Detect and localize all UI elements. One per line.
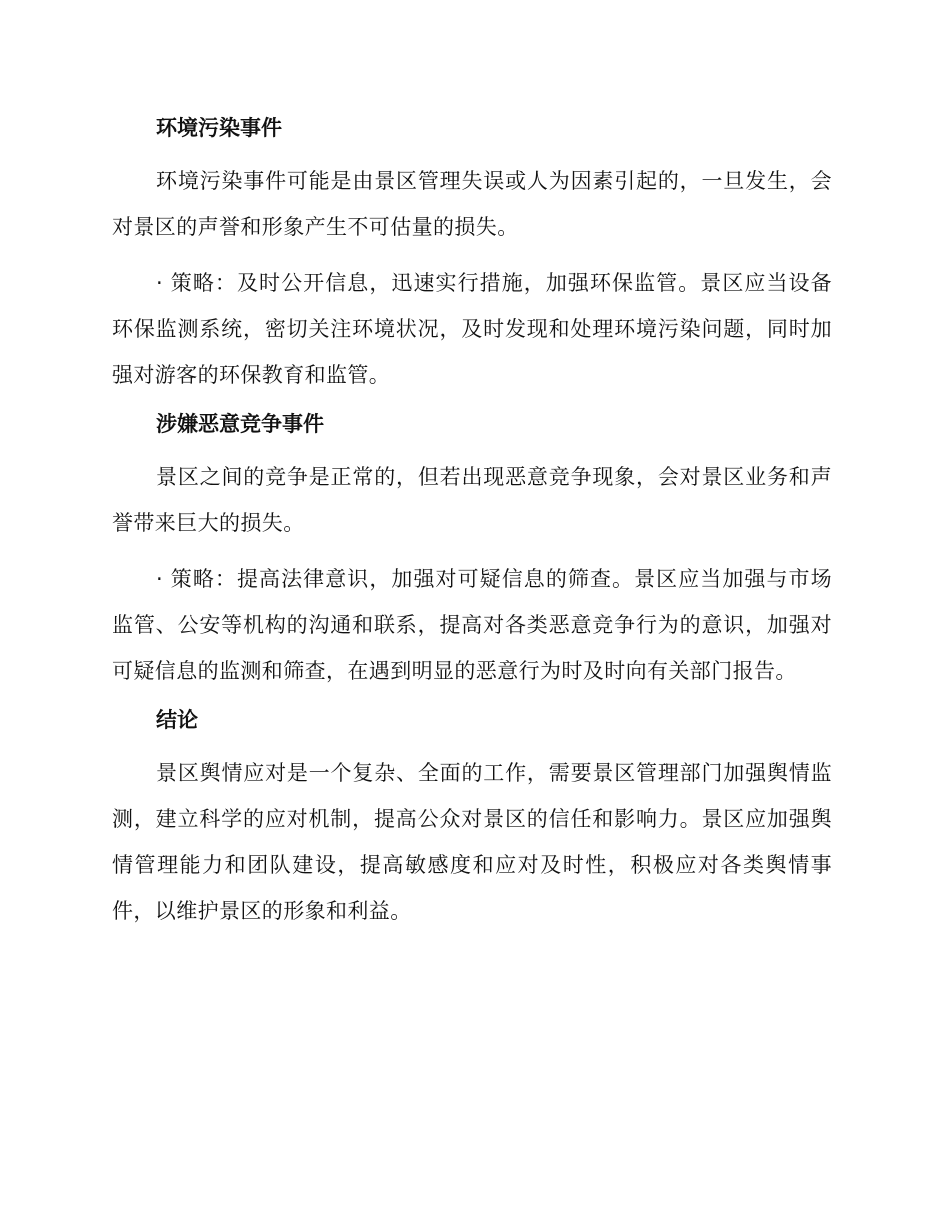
section-heading: 环境污染事件 <box>156 116 282 140</box>
strategy-paragraph: · 策略：提高法律意识，加强对可疑信息的筛查。景区应当加强与市场监管、公安等机构的沟通和联系，提高对各类恶意竞争行为的意识，加强对可疑信息的监测和筛查，在遇到明显的恶意行为时及时向有关部门报告。 <box>112 567 832 683</box>
section-malicious-competition <box>112 408 832 694</box>
paragraph: 景区舆情应对是一个复杂、全面的工作，需要景区管理部门加强舆情监测，建立科学的应对机制，提高公众对景区的信任和影响力。景区应加强舆情管理能力和团队建设，提高敏感度和应对及时性，积极应对各类舆情事件，以维护景区的形象和利益。 <box>112 761 832 923</box>
paragraph: 景区之间的竞争是正常的，但若出现恶意竞争现象，会对景区业务和声誉带来巨大的损失。 <box>112 465 832 535</box>
section-heading: 结论 <box>156 708 198 732</box>
section-conclusion <box>112 704 832 934</box>
paragraph: 环境污染事件可能是由景区管理失误或人为因素引起的，一旦发生，会对景区的声誉和形象产生不可估量的损失。 <box>112 169 832 239</box>
strategy-paragraph: · 策略：及时公开信息，迅速实行措施，加强环保监管。景区应当设备环保监测系统，密切关注环境状况，及时发现和处理环境污染问题，同时加强对游客的环保教育和监管。 <box>112 271 832 387</box>
document-page <box>112 112 832 944</box>
section-environmental-pollution <box>112 112 832 398</box>
section-heading: 涉嫌恶意竞争事件 <box>156 412 324 436</box>
